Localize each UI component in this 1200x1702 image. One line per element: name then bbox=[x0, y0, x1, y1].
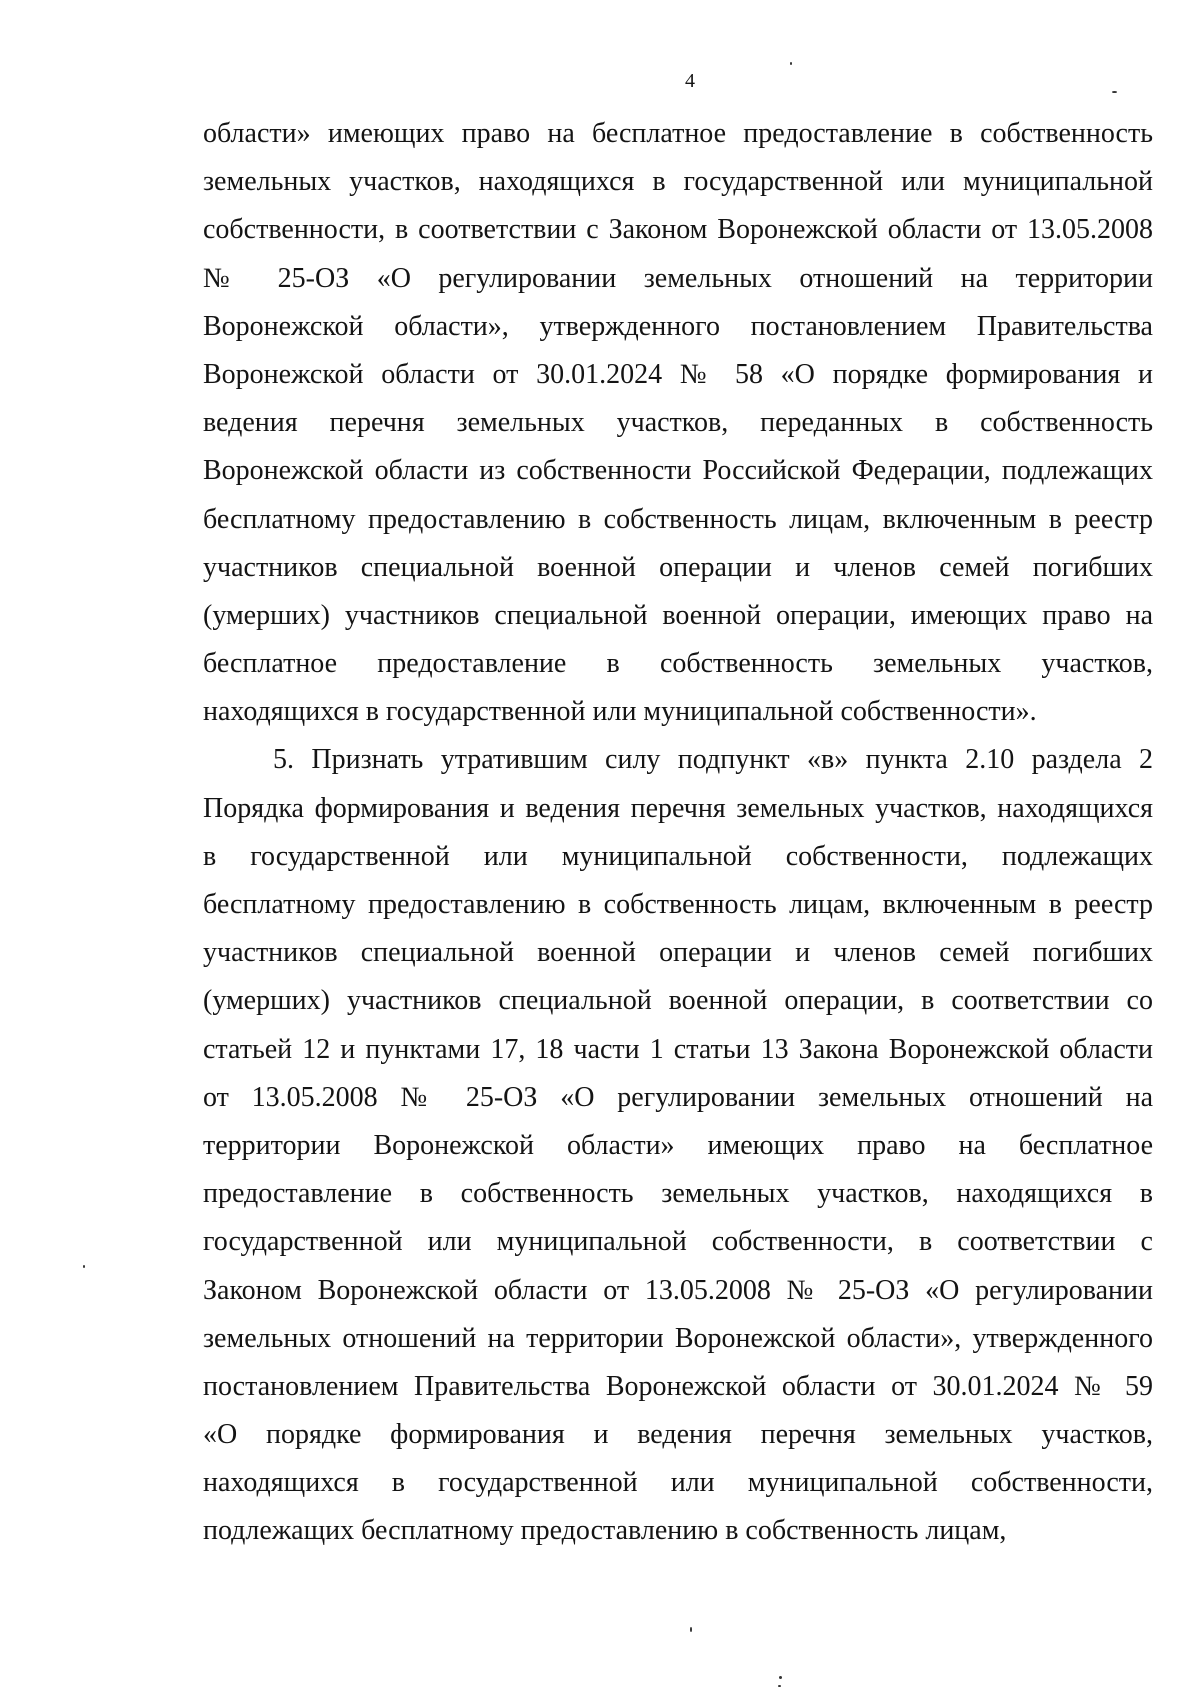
text-line: государственной или муниципальной собственности, в соответствии с bbox=[203, 1226, 1153, 1258]
text-line: Воронежской области», утвержденного постановлением Правительства bbox=[203, 310, 1153, 342]
text-line: находящихся в государственной или муниципальной собственности». bbox=[203, 696, 1037, 728]
text-line: области» имеющих право на бесплатное предоставление в собственность bbox=[203, 118, 1153, 149]
text-line: «О порядке формирования и ведения перечня земельных участков, bbox=[203, 1419, 1153, 1451]
text-line: Воронежской области из собственности Российской Федерации, подлежащих bbox=[203, 455, 1153, 487]
text-line: Законом Воронежской области от 13.05.2008 № 25-ОЗ «О регулировании bbox=[203, 1274, 1153, 1306]
text-line: земельных отношений на территории Воронежской области», утвержденного bbox=[203, 1322, 1153, 1354]
text-line: № 25-ОЗ «О регулировании земельных отношений на территории bbox=[203, 262, 1153, 294]
scan-speck bbox=[779, 1676, 782, 1679]
text-line: бесплатное предоставление в собственность земельных участков, bbox=[203, 648, 1153, 680]
scan-speck bbox=[1112, 91, 1117, 93]
text-line: участников специальной военной операции и членов семей погибших bbox=[203, 551, 1153, 583]
text-line: участников специальной военной операции и членов семей погибших bbox=[203, 937, 1153, 969]
text-line: бесплатному предоставлению в собственность лицам, включенным в реестр bbox=[203, 503, 1153, 535]
text-line: Порядка формирования и ведения перечня земельных участков, находящихся bbox=[203, 792, 1153, 824]
scan-speck bbox=[778, 1685, 781, 1687]
text-line: предоставление в собственность земельных участков, находящихся в bbox=[203, 1178, 1153, 1210]
text-line: подлежащих бесплатному предоставлению в собственность лицам, bbox=[203, 1515, 1007, 1547]
text-line: территории Воронежской области» имеющих право на бесплатное bbox=[203, 1129, 1153, 1161]
text-line: статьей 12 и пунктами 17, 18 части 1 статьи 13 Закона Воронежской области bbox=[203, 1033, 1153, 1065]
text-line: от 13.05.2008 № 25-ОЗ «О регулировании земельных отношений на bbox=[203, 1081, 1153, 1113]
text-line: земельных участков, находящихся в государственной или муниципальной bbox=[203, 166, 1153, 198]
text-line: Воронежской области от 30.01.2024 № 58 «О порядке формирования и bbox=[203, 358, 1153, 390]
paragraph bbox=[203, 110, 1153, 736]
text-line: (умерших) участников специальной военной операции, имеющих право на bbox=[203, 599, 1153, 631]
text-line: бесплатному предоставлению в собственность лицам, включенным в реестр bbox=[203, 889, 1153, 920]
paragraph bbox=[203, 736, 1153, 1555]
text-line: собственности, в соответствии с Законом Воронежской области от 13.05.2008 bbox=[203, 214, 1153, 246]
text-line: находящихся в государственной или муниципальной собственности, bbox=[203, 1467, 1153, 1499]
text-line: 5. Признать утратившим силу подпункт «в» пункта 2.10 раздела 2 bbox=[273, 744, 1153, 776]
page-number: 4 bbox=[685, 70, 695, 92]
text-line: в государственной или муниципальной собственности, подлежащих bbox=[203, 840, 1153, 872]
text-line: ведения перечня земельных участков, переданных в собственность bbox=[203, 407, 1153, 439]
text-line: (умерших) участников специальной военной операции, в соответствии со bbox=[203, 985, 1153, 1017]
scan-speck bbox=[790, 62, 792, 65]
scan-speck bbox=[83, 1265, 85, 1268]
document-body bbox=[203, 110, 1153, 1556]
scan-speck bbox=[690, 1627, 692, 1632]
text-line: постановлением Правительства Воронежской области от 30.01.2024 № 59 bbox=[203, 1370, 1153, 1402]
